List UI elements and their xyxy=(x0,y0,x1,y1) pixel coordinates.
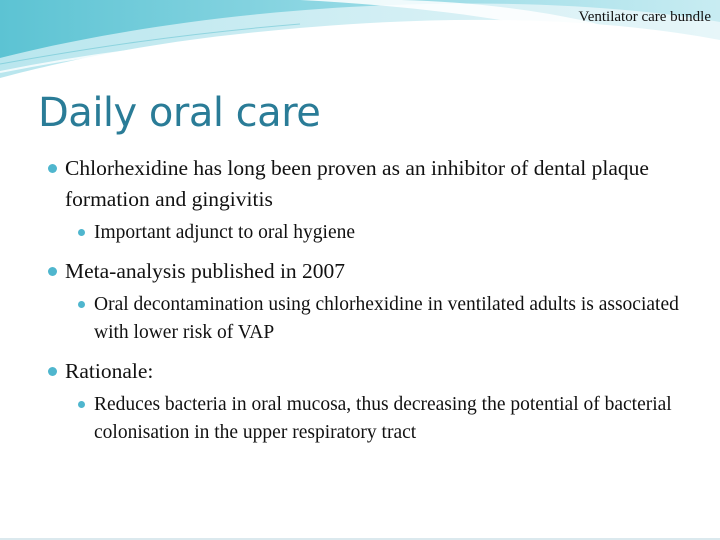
header-label: Ventilator care bundle xyxy=(578,9,711,25)
bullet-dot-icon xyxy=(78,229,85,236)
sub-bullet-item xyxy=(74,291,685,348)
bullet-dot-icon xyxy=(48,164,57,173)
bullet-item xyxy=(45,153,685,215)
sub-bullet-item xyxy=(74,391,685,448)
slide-title: Daily oral care xyxy=(38,90,321,136)
sub-bullet-text: Reduces bacteria in oral mucosa, thus decreasing the potential of bacterial colonisation in the upper respiratory tract xyxy=(94,393,672,443)
bullet-text: Chlorhexidine has long been proven as an inhibitor of dental plaque formation and gingivitis xyxy=(65,156,649,211)
bullet-dot-icon xyxy=(78,301,85,308)
bullet-item xyxy=(45,356,685,387)
bullet-list xyxy=(45,153,685,456)
sub-bullet-text: Oral decontamination using chlorhexidine in ventilated adults is associated with lower risk of VAP xyxy=(94,293,679,343)
sub-bullet-item xyxy=(74,219,685,248)
sub-bullet-text: Important adjunct to oral hygiene xyxy=(94,222,356,243)
bullet-dot-icon xyxy=(48,267,57,276)
bullet-dot-icon xyxy=(48,367,57,376)
bullet-item xyxy=(45,256,685,287)
bullet-text: Rationale: xyxy=(65,358,154,383)
bullet-text: Meta-analysis published in 2007 xyxy=(65,258,346,283)
bullet-dot-icon xyxy=(78,401,85,408)
